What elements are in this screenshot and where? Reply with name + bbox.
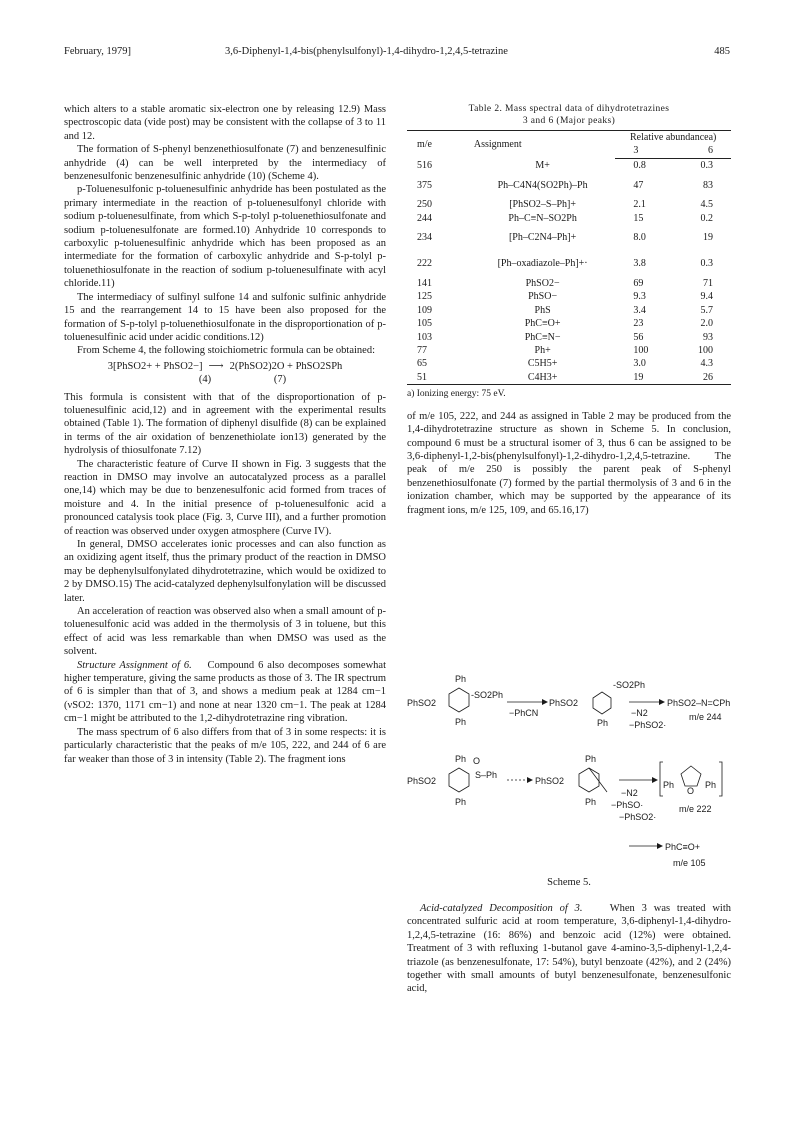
table-caption: [407, 103, 731, 127]
cell-value-6: 26: [694, 371, 731, 385]
paragraph: From Scheme 4, the following stoichiometric formula can be obtained:: [77, 345, 376, 357]
cell-assignment: [Ph–oxadiazole–Ph]+·: [497, 258, 588, 270]
table-row: [407, 357, 731, 370]
cell-me: 105: [417, 318, 432, 330]
paragraph: [407, 902, 731, 996]
scheme-text: −PhSO2·: [619, 812, 657, 822]
cell-value-6: 0.3: [700, 159, 713, 171]
paragraph: of m/e 105, 222, and 244 as assigned in Table 2 may be produced from the 1,4-dihydrotetrazine structure as shown in Scheme 5. In conclusion, compound 6 must be a structural isomer of 3, thus 6 can be assigned to be 3,6-diphenyl-1,2-bis(phenylsulfonyl)-1,2-dihydro-1,2,4,5-tetrazine. The peak of m/e 250 is possibly the parent peak of S-phenyl benzenethiosulfonate (7) formed by the partial thermolysis of 3 and 6 in the ionization chamber, which may be supported by the appearance of its fragment ions, m/e 125, 109, and 65.16,17): [407, 410, 731, 516]
paragraph: The formation of S-phenyl benzenethiosulfonate (7) and benzenesulfinic anhydride (4) can be well interpreted by the intermediacy of benzenesulfonic benzenesulfinic anhydride (10) (Scheme 4).: [64, 144, 386, 183]
table-row: [407, 198, 731, 211]
bicyclic-intermediate: [579, 768, 599, 792]
bracket-left: [660, 762, 663, 796]
scheme-text: −PhSO·: [611, 800, 644, 810]
cell-value-6: 4.5: [700, 199, 713, 211]
paragraph-body: Compound 6 also decomposes somewhat higher temperature, giving the same products as those of 3. The IR spectrum of 6 is simpler than that of 3, and shows a medium peak at 1284 cm−1 (νSO2: 1370, 1171 cm−1) and none at near 1320 cm−1. The peak at 1284 cm−1 might be attributed to the 1,2-dihydrotetrazine ring vibration.: [64, 659, 386, 725]
cell-assignment: [PhSO2–S–Ph]+: [509, 199, 576, 211]
table-row: [407, 158, 731, 172]
scheme-caption: Scheme 5.: [547, 877, 591, 888]
cell-value-6: 100: [698, 345, 713, 357]
cell-value-6: 2.0: [700, 318, 713, 330]
cell-me: 65: [417, 358, 427, 370]
scheme-text: −N2: [621, 788, 638, 798]
arrowhead: [657, 843, 663, 849]
paragraph: The mass spectrum of 6 also differs from that of 3 in some respects: it is particularly characteristic that the peaks of m/e 105, 222, and 244 of 6 are far weaker than those of 3 in intensity (Table 2). The fragment ions: [64, 726, 386, 765]
scheme-text: O: [473, 756, 481, 766]
cell-value-3: 19: [615, 371, 694, 385]
cell-me: 125: [417, 291, 432, 303]
paragraph: An acceleration of reaction was observed also when a small amount of p-toluenesulfonic acid was added in the thermolysis of 3 in toluene, but this effect of acid was less remarkable than when DMSO was used as the solvent.: [64, 606, 386, 658]
cell-value-6: 9.4: [700, 291, 713, 303]
cell-me: 244: [417, 212, 432, 224]
cell-assignment: M+: [535, 159, 550, 171]
equation-arrow: ⟶: [208, 360, 224, 372]
table-row: [407, 290, 731, 303]
tetrazine-ring: [449, 688, 469, 712]
page-number: 485: [714, 46, 730, 57]
cell-assignment: PhSO−: [528, 291, 558, 303]
cell-value-3: 3.4: [633, 304, 646, 316]
table-row: [407, 172, 731, 198]
scheme-text: -SO2Ph: [613, 680, 646, 690]
cell-value-6: 0.2: [700, 212, 713, 224]
arrowhead: [659, 699, 665, 705]
cell-value-6: 0.3: [700, 258, 713, 270]
left-column: [64, 103, 386, 766]
scheme-text: Ph: [585, 754, 597, 764]
cell-value-3: 47: [633, 179, 644, 191]
scheme-5-diagram: [407, 670, 731, 890]
cell-assignment: PhS: [534, 304, 551, 316]
cell-me: 516: [417, 159, 432, 171]
right-column-bottom: [407, 902, 731, 996]
column-header-me: m/e: [407, 131, 470, 159]
bracket-right: [719, 762, 722, 796]
oxadiazole-ring: [681, 766, 701, 786]
cell-value-6: 19: [703, 232, 713, 244]
stoichiometric-equation: [64, 360, 386, 373]
equation-lhs: 3[PhSO2+ + PhSO2−]: [107, 360, 203, 372]
cell-me: 51: [407, 371, 470, 385]
page-header: [64, 46, 730, 60]
cell-me: 234: [417, 232, 432, 244]
table-row: [407, 212, 731, 225]
paragraph-body: When 3 was treated with concentrated sulfuric acid at room temperature, 3,6-diphenyl-1,4-dihydro-1,2,4,5-tetrazine (16: 86%) and benzoic acid (12%) were obtained. Treatment of 3 with refluxing 1-butanol gave 4-amino-3,5-diphenyl-1,2,4-triazole (as benzenesulfonate, 17: 54%), butyl benzoate (42%), and 2 (24%) together with small amounts of butyl benzenesulfonate, benzenesulfonic acid,: [407, 903, 731, 995]
scheme-text: m/e 105: [673, 858, 706, 868]
scheme-text: Ph: [597, 718, 609, 728]
table-caption-line: Table 2. Mass spectral data of dihydrotetrazines: [468, 104, 670, 114]
scheme-text: Ph: [585, 797, 597, 807]
section-subhead: Structure Assignment of 6.: [77, 659, 192, 671]
table-row: [407, 331, 731, 344]
scheme-text: Ph: [455, 674, 467, 684]
table-row: [407, 277, 731, 290]
arrowhead: [527, 777, 533, 783]
scheme-5: [407, 670, 731, 890]
scheme-text: Ph: [455, 797, 467, 807]
table-row: [407, 225, 731, 251]
table-row: [407, 304, 731, 317]
header-title: 3,6-Diphenyl-1,4-bis(phenylsulfonyl)-1,4-dihydro-1,2,4,5-tetrazine: [225, 46, 508, 57]
cell-value-3: 9.3: [633, 291, 646, 303]
scheme-text: -SO2Ph: [471, 690, 504, 700]
scheme-text: −N2: [631, 708, 648, 718]
paragraph: p-Toluenesulfonic p-toluenesulfinic anhydride has been postulated as the primary intermediate in the reaction of p-toluenesulfonyl chloride with sodium p-toluenesulfinate, from which S-p-tolyl p-toluenethiosulfonate and sodium p-toluenesulfonate are formed.10) Anhydride 10 corresponds to carboxylic p-toluenesulfinic anhydride which has been proposed as an intermediate for the formation of carboxylic anhydride and S-p-tolyl p-toluenethiosulfonate in the reaction of sodium p-toluenesulfinate with acyl chloride.11): [64, 184, 386, 290]
scheme-text: −PhSO2·: [629, 720, 667, 730]
paragraph: This formula is consistent with that of the disproportionation of p-toluenesulfinic acid,12) and in agreement with the experimental results obtained (Table 1). The formation of diphenyl disulfide (8) can be explained in terms of the air oxidation of benzenethiolate ion13) generated by the hydrolysis of thiosulfonate 7.12): [64, 391, 386, 457]
cell-value-6: 4.3: [700, 358, 713, 370]
scheme-text: Ph: [663, 780, 675, 790]
cell-me: 141: [417, 278, 432, 290]
arrowhead: [652, 777, 658, 783]
cell-value-6: 71: [703, 278, 713, 290]
cell-value-3: 100: [633, 345, 649, 357]
cell-assignment: [Ph–C2N4–Ph]+: [508, 232, 577, 244]
scheme-text: PhSO2–N=CPh: [667, 698, 731, 708]
cell-value-3: 2.1: [633, 199, 646, 211]
cell-me: 375: [417, 179, 432, 191]
equation-rhs: 2(PhSO2)2O + PhSO2SPh: [229, 360, 343, 372]
table-row: [407, 371, 731, 385]
paragraph: In general, DMSO accelerates ionic processes and can also function as an oxidizing agent itself, thus the primary product of the reaction in DMSO may be dephenylsulfonylated dihydrotetrazine, which would be oxidized to 2 by DMSO.15) The acid-catalyzed dephenylsulfonylation will be discussed later.: [64, 539, 386, 604]
cell-value-3: 8.0: [633, 232, 646, 244]
scheme-text: PhC≡O+: [665, 842, 701, 852]
cell-assignment: PhC≡O+: [524, 318, 561, 330]
scheme-text: PhSO2: [535, 776, 565, 786]
table-row: [407, 344, 731, 357]
equation-number: (4): [198, 374, 212, 386]
scheme-text: m/e 244: [689, 712, 722, 722]
scheme-text: S–Ph: [475, 770, 498, 780]
right-column: [407, 103, 731, 517]
cell-assignment: Ph–C4N4(SO2Ph)–Ph: [497, 179, 588, 191]
cell-assignment: C5H5+: [527, 358, 558, 370]
cell-value-3: 15: [633, 212, 644, 224]
header-date: February, 1979]: [64, 46, 131, 57]
fragment-ring: [593, 692, 611, 714]
cell-me: 109: [417, 304, 432, 316]
cell-assignment: Ph–C≡N–SO2Ph: [508, 212, 577, 224]
scheme-text: −PhCN: [509, 708, 539, 718]
paragraph: [64, 659, 386, 726]
cell-assignment: C4H3+: [470, 371, 616, 385]
scheme-text: Ph: [455, 717, 467, 727]
cell-assignment: PhSO2−: [525, 278, 560, 290]
scheme-text: Ph: [705, 780, 717, 790]
scheme-text: Ph: [455, 754, 467, 764]
bridge-bond: [589, 768, 607, 792]
cell-assignment: PhC≡N−: [524, 331, 561, 343]
cell-me: 77: [417, 345, 427, 357]
cell-assignment: Ph+: [534, 345, 551, 357]
column-header-assignment: Assignment: [470, 131, 616, 159]
table-row: [407, 317, 731, 330]
table-footnote: a) Ionizing energy: 75 eV.: [407, 389, 506, 400]
equation-numbers: [64, 373, 386, 386]
equation-number: (7): [273, 374, 287, 386]
cell-value-3: 0.8: [633, 159, 646, 171]
column-header-relative-abundance: Relative abundancea): [615, 131, 731, 145]
scheme-text: PhSO2: [549, 698, 579, 708]
cell-value-6: 5.7: [700, 304, 713, 316]
column-header-6: 6: [694, 144, 731, 158]
scheme-text: PhSO2: [407, 698, 437, 708]
section-subhead: Acid-catalyzed Decomposition of 3.: [420, 903, 583, 914]
table-caption-line: 3 and 6 (Major peaks): [522, 116, 616, 126]
paragraph: which alters to a stable aromatic six-electron one by releasing 12.9) Mass spectroscopic data (vide post) may be consistent with the collapse of 3 to 11 and 12.: [64, 104, 386, 142]
arrowhead: [542, 699, 548, 705]
paragraph: The characteristic feature of Curve II shown in Fig. 3 suggests that the reaction in DMSO may involve an autocatalyzed process as a parallel one,14) which may be due to benzenesulfonic acid formed from traces of moisture and 4. In the initial presence of p-toluenesulfonic acid a pronounced catalysis took place (Fig. 3, Curve III), and a further promotion of reaction was observed under oxygen atmosphere (Curve IV).: [64, 458, 386, 537]
mass-spectral-table: [407, 130, 731, 385]
cell-value-3: 3.0: [633, 358, 646, 370]
column-header-3: 3: [615, 144, 694, 158]
scheme-text: PhSO2: [407, 776, 437, 786]
cell-value-3: 69: [633, 278, 644, 290]
cell-value-6: 83: [703, 179, 713, 191]
cell-value-3: 56: [633, 331, 644, 343]
cell-me: 222: [417, 258, 432, 270]
scheme-text: O: [687, 786, 695, 796]
cell-value-3: 23: [633, 318, 644, 330]
cell-me: 250: [417, 199, 432, 211]
cell-me: 103: [417, 331, 432, 343]
cell-value-6: 93: [703, 331, 713, 343]
table-row: [407, 251, 731, 277]
cell-value-3: 3.8: [633, 258, 646, 270]
scheme-text: m/e 222: [679, 804, 712, 814]
tetrazine-ring: [449, 768, 469, 792]
paragraph: The intermediacy of sulfinyl sulfone 14 and sulfonic sulfinic anhydride 15 and the rearrangement 14 to 15 have been also proposed for the formation of S-p-tolyl p-toluenethiosulfonate in the disproportionation of p-toluenesulfinic acid under acidic conditions.12): [64, 291, 386, 343]
